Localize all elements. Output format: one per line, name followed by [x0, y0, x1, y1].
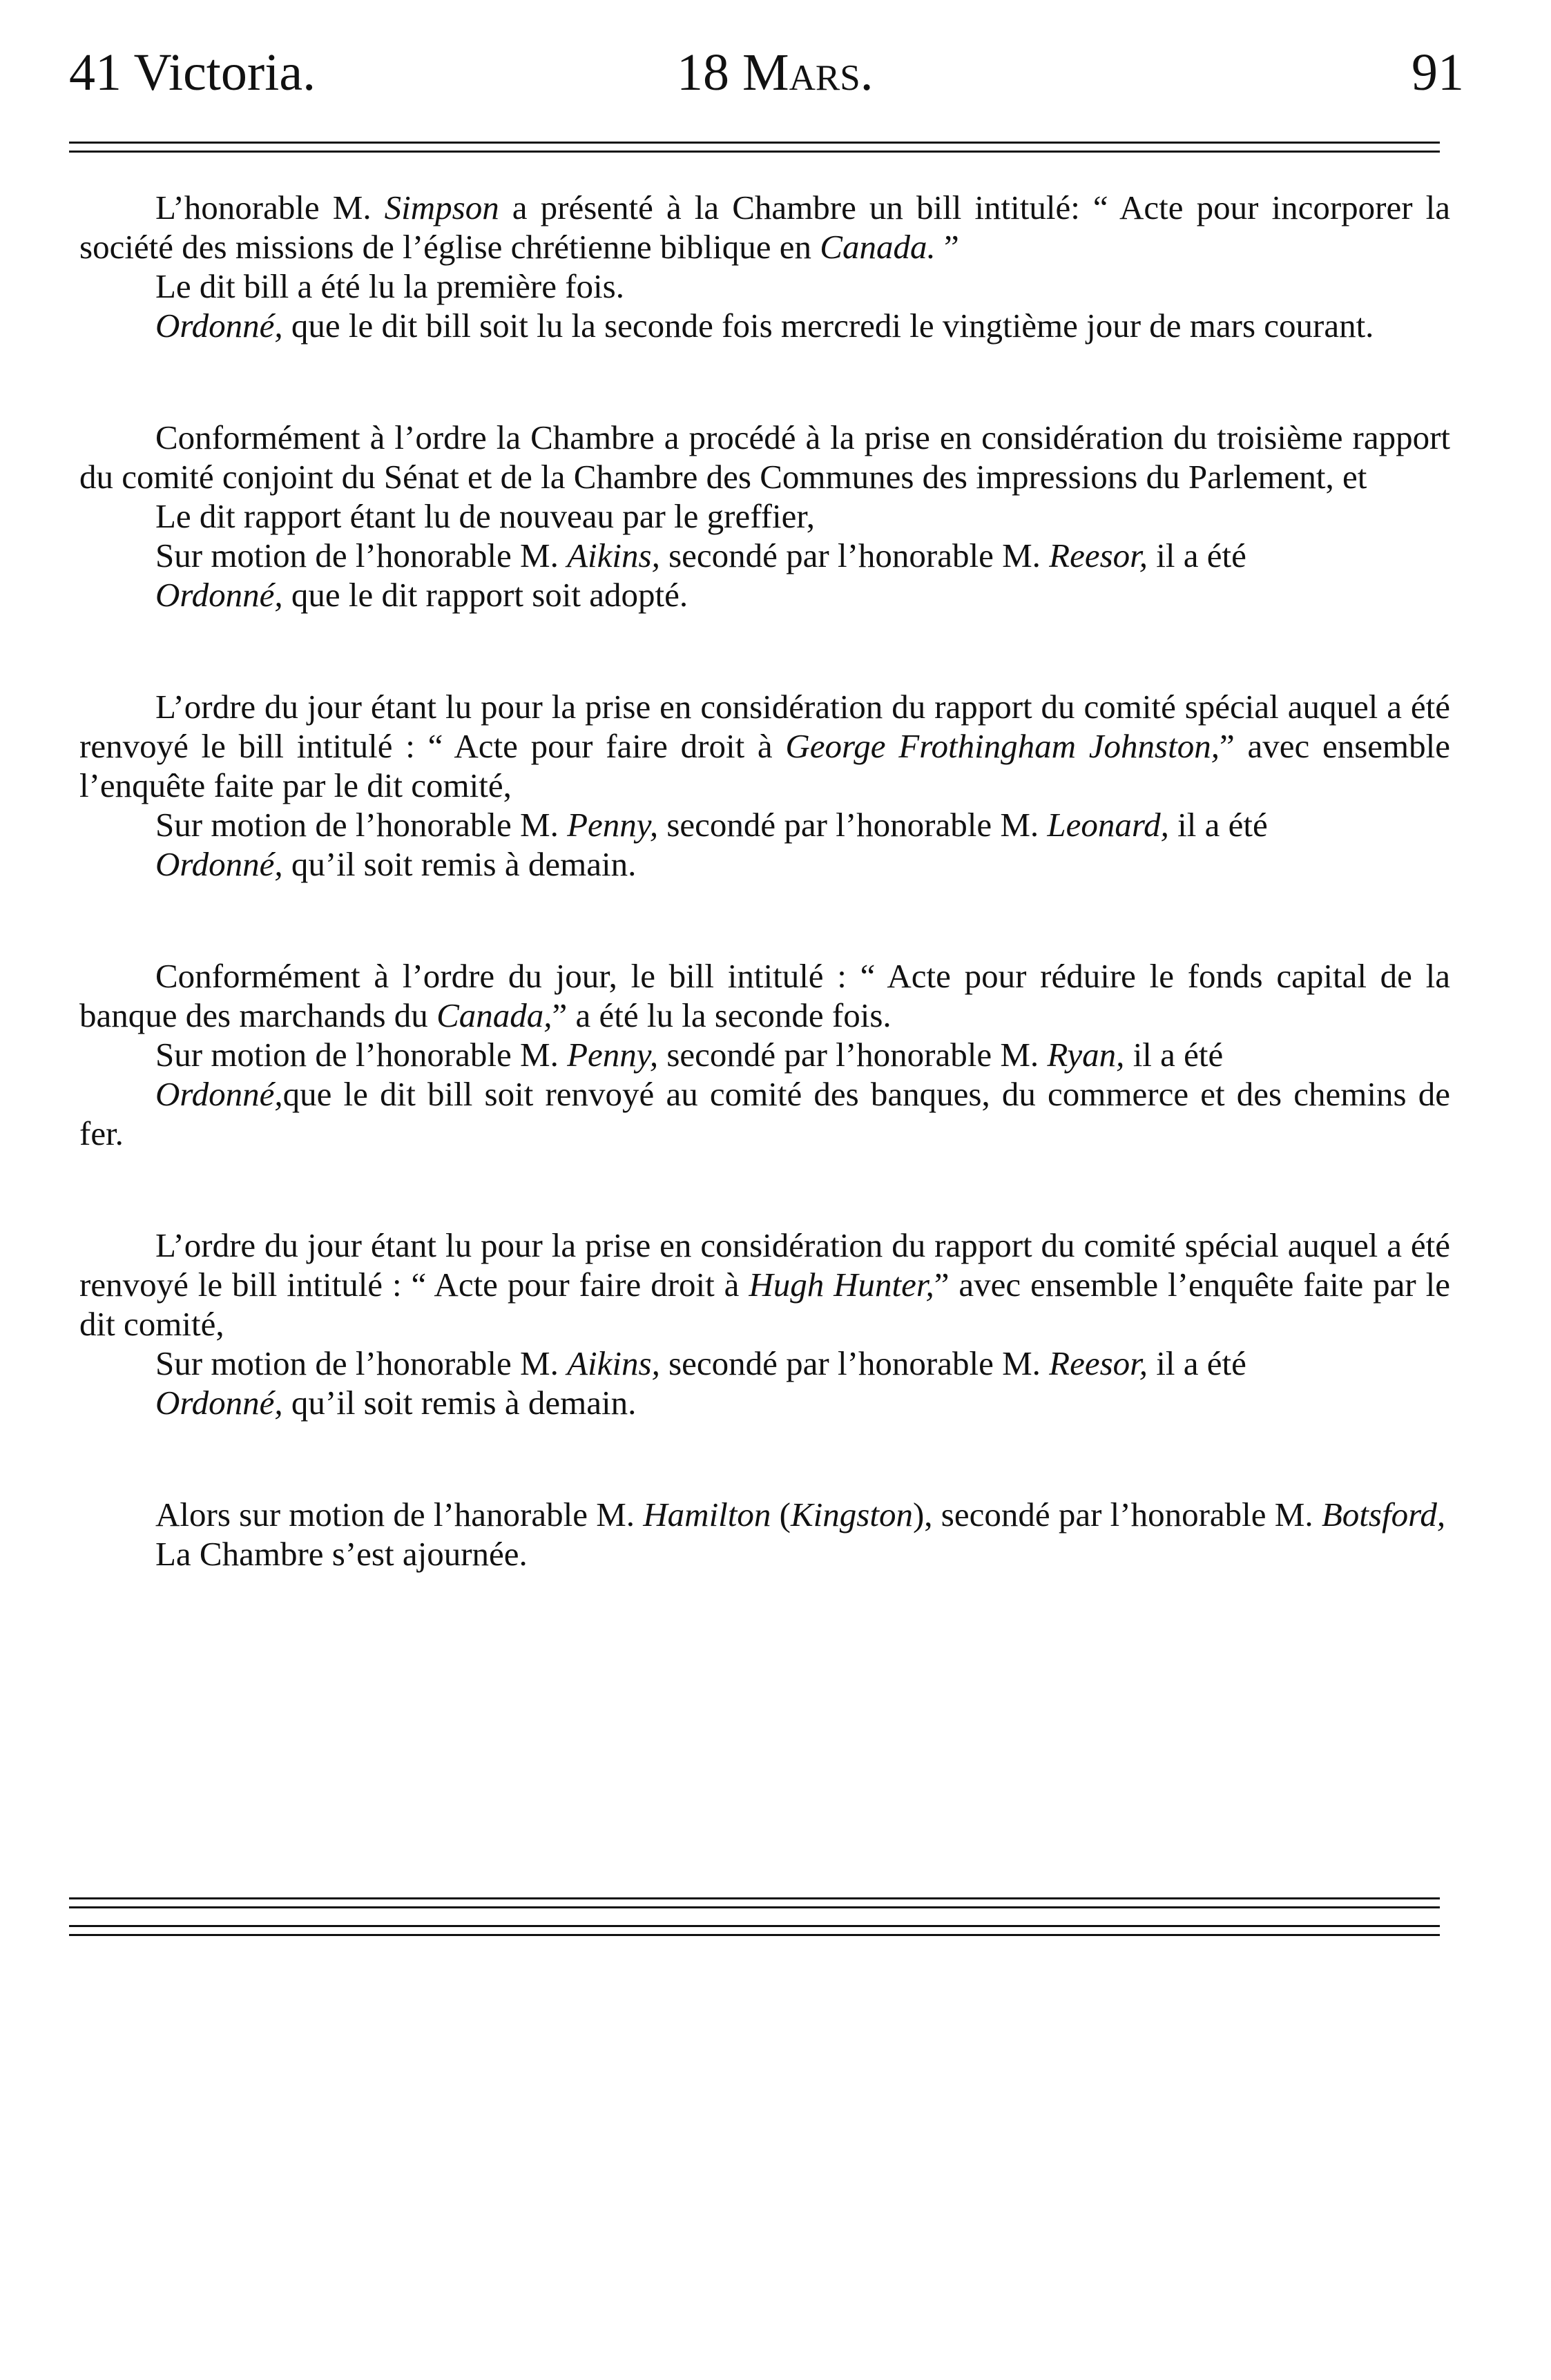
order-line: Ordonné, que le dit bill soit lu la seconde fois mercredi le vingtième jour de mars courant. [155, 307, 1374, 345]
member-name: Penny, [567, 1036, 659, 1074]
ordonne-label: Ordonné, [155, 1075, 283, 1113]
place-name: Kingston [791, 1496, 913, 1534]
ordonne-label: Ordonné, [155, 576, 283, 614]
text-line: L’ordre du jour étant lu pour la prise en considération du rapport du comité spécial auquel a été renvoyé le bill intitulé : “ Acte pour faire droit à Hugh Hunter,” avec ensemble l’enquête faite par le dit comité, [79, 1226, 1450, 1343]
ordonne-label: Ordonné, [155, 845, 283, 883]
running-header [69, 43, 1464, 119]
paragraph-simpson-bill [79, 188, 1450, 345]
adjournment-line: La Chambre s’est ajournée. [155, 1535, 528, 1573]
paragraph-johnston-bill [79, 687, 1450, 884]
text-line: Conformément à l’ordre la Chambre a procédé à la prise en considération du troisième rapport du comité conjoint du Sénat et de la Chambre des Communes des impressions du Parlement, et [79, 418, 1450, 496]
member-name: Hamilton [643, 1496, 771, 1534]
member-name: Botsford, [1321, 1496, 1446, 1534]
person-name: George Frothingham Johnston, [785, 727, 1220, 765]
text-line: L’ordre du jour étant lu pour la prise en considération du rapport du comité spécial auquel a été renvoyé le bill intitulé : “ Acte pour faire droit à George Frothingham Johnston,” avec ensemble l’enquête faite par le dit comité, [79, 688, 1450, 804]
paragraph-bank-bill [79, 956, 1450, 1153]
motion-line: Alors sur motion de l’hanorable M. Hamilton (Kingston), secondé par l’honorable M. Botsford, [155, 1496, 1446, 1534]
member-name: Reesor, [1049, 1344, 1148, 1382]
member-name: Leonard, [1047, 806, 1169, 844]
page-number: 91 [1412, 43, 1464, 101]
ordonne-label: Ordonné, [155, 307, 283, 345]
paragraph-hunter-bill [79, 1226, 1450, 1422]
motion-line: Sur motion de l’honorable M. Aikins, secondé par l’honorable M. Reesor, il a été [155, 536, 1246, 574]
footer-double-rule [69, 1925, 1440, 1936]
member-name: Aikins, [567, 536, 660, 574]
order-line: Ordonné, qu’il soit remis à demain. [155, 1384, 637, 1422]
header-double-rule [69, 142, 1440, 153]
ordonne-label: Ordonné, [155, 1384, 283, 1422]
motion-line: Sur motion de l’honorable M. Penny, secondé par l’honorable M. Ryan, il a été [155, 1036, 1224, 1074]
member-name: Aikins, [567, 1344, 660, 1382]
paragraph-third-report [79, 418, 1450, 615]
journal-body [79, 188, 1450, 1646]
paragraph-adjournment [79, 1495, 1450, 1574]
member-name: Ryan, [1047, 1036, 1125, 1074]
order-line: Ordonné, qu’il soit remis à demain. [155, 845, 637, 883]
place-name: Canada. [820, 228, 936, 266]
place-name: Canada, [436, 996, 552, 1034]
header-date: 18 Mars. [677, 43, 874, 101]
motion-line: Sur motion de l’honorable M. Aikins, secondé par l’honorable M. Reesor, il a été [155, 1344, 1246, 1382]
order-line: Ordonné, que le dit rapport soit adopté. [155, 576, 688, 614]
order-line: Ordonné,que le dit bill soit renvoyé au comité des banques, du commerce et des chemins de fer. [79, 1075, 1450, 1152]
text-line: L’honorable M. Simpson a présenté à la Chambre un bill intitulé: “ Acte pour incorporer la société des missions de l’église chrétienne biblique en Canada. ” [79, 188, 1450, 266]
person-name: Hugh Hunter, [749, 1266, 934, 1304]
header-session: 41 Victoria. [69, 43, 316, 101]
text-line: Conformément à l’ordre du jour, le bill intitulé : “ Acte pour réduire le fonds capital de la banque des marchands du Canada,” a été lu la seconde fois. [79, 957, 1450, 1034]
footer-double-rule [69, 1897, 1440, 1908]
text-line: Le dit rapport étant lu de nouveau par le greffier, [155, 497, 815, 535]
text-line: Le dit bill a été lu la première fois. [155, 267, 624, 305]
member-name: Penny, [567, 806, 659, 844]
member-name: Reesor, [1049, 536, 1148, 574]
motion-line: Sur motion de l’honorable M. Penny, secondé par l’honorable M. Leonard, il a été [155, 806, 1268, 844]
member-name: Simpson [384, 188, 499, 226]
